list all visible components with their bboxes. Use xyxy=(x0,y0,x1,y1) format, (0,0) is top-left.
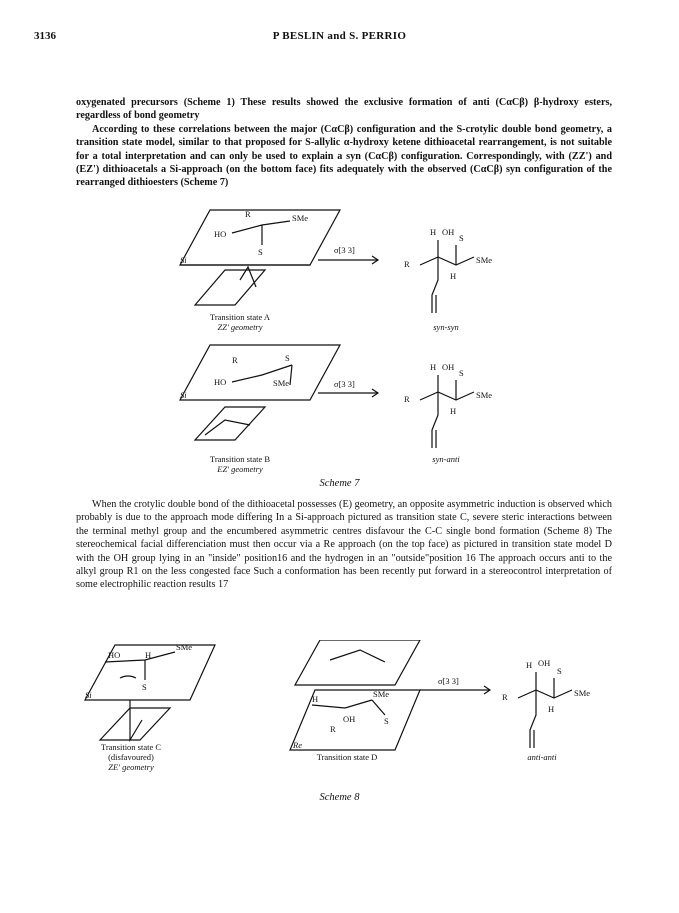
prod-b-r1: R xyxy=(404,394,410,404)
product-a-label: syn-syn xyxy=(433,322,459,332)
ts-d-sme: SMe xyxy=(373,689,390,699)
ts-d-s: S xyxy=(384,716,389,726)
prod-a-r1: R xyxy=(404,259,410,269)
paragraph-1 xyxy=(76,96,612,190)
ts-a-r1: R xyxy=(245,209,251,219)
scheme-8-title: Scheme 8 xyxy=(319,792,360,803)
prod-c-sme: SMe xyxy=(574,688,591,698)
prod-c-oh: OH xyxy=(538,658,551,668)
page-header xyxy=(0,30,679,46)
prod-b-h2: H xyxy=(450,406,457,416)
ts-c-bottom-plane xyxy=(100,708,170,740)
ts-c-face: Si xyxy=(85,690,92,700)
prod-b-oh: OH xyxy=(442,362,455,372)
ts-b-r1: R xyxy=(232,355,238,365)
prod-c-h: H xyxy=(526,660,533,670)
prod-a-h: H xyxy=(430,227,437,237)
ts-b-ho: HO xyxy=(214,377,227,387)
ts-b-caption xyxy=(190,454,290,474)
prod-a-s: S xyxy=(459,233,464,243)
prod-a-sme: SMe xyxy=(476,255,493,265)
ts-d-r1: R xyxy=(330,724,336,734)
ts-b-label: Transition state B xyxy=(209,454,271,464)
prod-c-s: S xyxy=(557,666,562,676)
ts-c-sme: SMe xyxy=(176,642,193,652)
ts-b-s: S xyxy=(285,353,290,363)
ts-b-face: Si xyxy=(180,390,187,400)
prod-b-h: H xyxy=(430,362,437,372)
ts-c-geometry: ZE' geometry xyxy=(108,762,154,772)
ts-b-top-plane xyxy=(180,345,340,400)
ts-c-caption xyxy=(76,742,186,772)
ts-a-ho: HO xyxy=(214,229,227,239)
ts-d-label: Transition state D xyxy=(316,752,378,762)
ts-b-geometry: EZ' geometry xyxy=(217,464,263,474)
ts-c-s: S xyxy=(142,682,147,692)
scheme-7-figure xyxy=(0,195,679,495)
prod-b-s: S xyxy=(459,368,464,378)
ts-c-h: H xyxy=(145,650,152,660)
ts-b-sme: SMe xyxy=(273,378,290,388)
paragraph-1a: oxygenated precursors (Scheme 1) These results showed the exclusive formation of anti (CαCβ) β-hydroxy esters, regardless of bond geometry xyxy=(76,97,612,122)
ts-d-top-plane xyxy=(295,640,420,685)
scheme7-arrow-b-label: σ[3 3] xyxy=(334,379,355,389)
prod-c-r1: R xyxy=(502,692,508,702)
paragraph-2 xyxy=(76,498,612,592)
running-head: P BESLIN and S. PERRIO xyxy=(272,30,407,42)
paragraph-1b: According to these correlations between the major (CαCβ) configuration and the S-crotylic double bond geometry, a transition state model, similar to that proposed for S-allylic α-hydroxy ketene dithioacetal rearrangement, is not suitable for a total interpretation and can only be used to explain a syn (CαCβ) configuration. Correspondingly, with (ZZ') and (EZ') dithioacetals a Si-approach (on the bottom face) fits adequately with the observed (CαCβ) syn configuration of the rearranged dithioesters (Scheme 7) xyxy=(76,123,612,189)
prod-a-oh: OH xyxy=(442,227,455,237)
scheme8-arrow-label: σ[3 3] xyxy=(438,676,459,686)
ts-a-sme: SMe xyxy=(292,213,309,223)
scheme-7-title: Scheme 7 xyxy=(319,478,360,489)
ts-a-bottom-plane xyxy=(195,270,265,305)
ts-d-oh: OH xyxy=(343,714,356,724)
ts-c-label: Transition state C xyxy=(100,742,162,752)
prod-c-h2: H xyxy=(548,704,555,714)
ts-d-h: H xyxy=(312,694,319,704)
prod-a-h2: H xyxy=(450,271,457,281)
paragraph-2-text: When the crotylic double bond of the dithioacetal possesses (E) geometry, an opposite asymmetric induction is observed which probably is due to the approach mode differing In a Si-approach pictured as transition state C, severe steric interactions between the terminal methyl group and the encumbered asymmetric centres disfavour the C-C single bond formation (Scheme 8) The stereochemical facial differenciation must then occur via a Re approach (on the top face) as pictured in transition state model D with the OH group lying in an "inside" position16 and the hydrogen in an "outside"position 16 The approach occurs anti to the alkyl group R1 on the less congested face Such a conformation has been recently put forward in a stereocontrol interpretation of some electrophilic reaction results 17 xyxy=(76,499,612,591)
prod-b-sme: SMe xyxy=(476,390,493,400)
scheme7-arrow-a-label: σ[3 3] xyxy=(334,245,355,255)
ts-a-caption xyxy=(190,312,290,332)
ts-a-geometry: ZZ' geometry xyxy=(217,322,263,332)
ts-a-label: Transition state A xyxy=(209,312,271,322)
product-b-label: syn-anti xyxy=(432,454,460,464)
ts-a-s: S xyxy=(258,247,263,257)
ts-d-face: Re xyxy=(293,740,302,750)
ts-c-sub: (disfavoured) xyxy=(108,752,154,762)
ts-c-ho: HO xyxy=(108,650,121,660)
product-c-label: anti-anti xyxy=(527,752,557,762)
page-number: 3136 xyxy=(34,30,56,42)
ts-d-caption xyxy=(292,752,402,762)
ts-a-face: Si xyxy=(180,255,187,265)
